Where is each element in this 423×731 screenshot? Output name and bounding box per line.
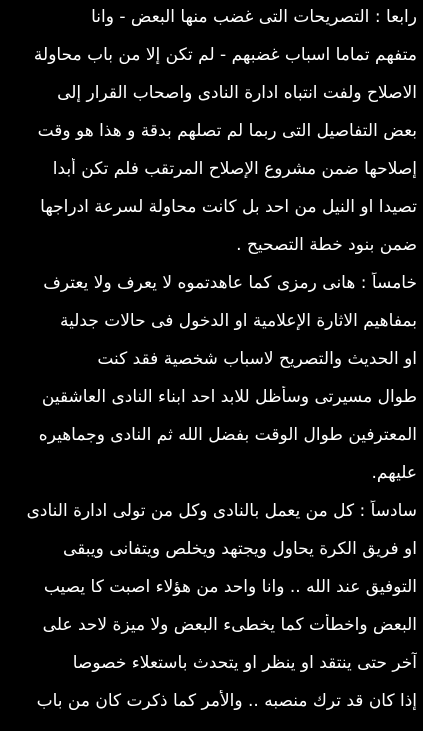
text-line: التوفيق عند الله .. وانا واحد من هؤلاء اصبت كا يصيب <box>43 577 417 597</box>
text-line: بمفاهيم الاثارة الإعلامية او الدخول فى حالات جدلية <box>59 311 417 331</box>
text-line: آخر حتى ينتقد او ينظر او يتحدث باستعلاء خصوصا <box>72 653 417 673</box>
text-line: عليهم. <box>371 463 417 483</box>
text-line: خامساً : هانى رمزى كما عاهدتموه لا يعرف ولا يعترف <box>43 273 417 293</box>
text-line: إصلاحها ضمن مشروع الإصلاح المرتقب فلم تكن أبدا <box>52 159 417 179</box>
text-line: المعترفين طوال الوقت بفضل الله ثم النادى وجماهيره <box>38 425 417 445</box>
text-line: تصيدا او النيل من احد بل كانت محاولة لسرعة ادراجها <box>40 197 417 217</box>
text-line: رابعا : التصريحات التى غضب منها البعض - وانا <box>91 7 417 27</box>
text-line: او فريق الكرة يحاول ويجتهد ويخلص ويتفانى ويبقى <box>63 539 417 559</box>
text-line: إذا كان قد ترك منصبه .. والأمر كما ذكرت كان من باب <box>36 691 417 711</box>
text-line: او الحديث والتصريح لاسباب شخصية فقد كنت <box>97 349 417 369</box>
text-line: سادساً : كل من يعمل بالنادى وكل من تولى ادارة النادى <box>26 501 417 521</box>
text-line: بعض التفاصيل التى ربما لم تصلهم بدقة و هذا هو وقت <box>37 121 417 141</box>
text-line: ضمن بنود خطة التصحيح . <box>236 235 417 255</box>
text-line: البعض واخطأت كما يخطىء البعض ولا ميزة لاحد على <box>42 615 417 635</box>
text-line: الاصلاح ولفت انتباه ادارة النادى واصحاب القرار إلى <box>57 83 417 103</box>
text-line: متفهم تماما اسباب غضبهم - لم تكن إلا من باب محاولة <box>33 45 417 65</box>
text-line: طوال مسيرتى وسأظل للابد احد ابناء النادى العاشقين <box>41 387 417 407</box>
